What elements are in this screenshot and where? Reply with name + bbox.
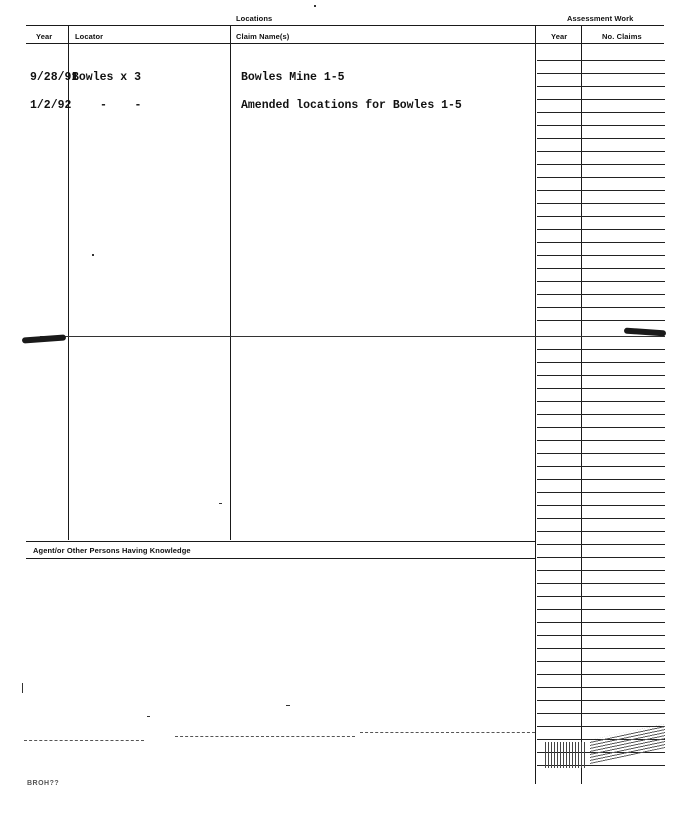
agent-section-top-rule — [26, 541, 536, 542]
entry-1-claim: Bowles Mine 1-5 — [241, 71, 345, 84]
bottom-right-speckle — [545, 742, 585, 768]
col-locator-header: Locator — [75, 32, 104, 41]
assessment-rows — [537, 0, 665, 790]
stray-mark — [147, 716, 150, 717]
divider-claim-aw — [535, 26, 536, 784]
assessment-work-header: Assessment Work — [567, 14, 634, 23]
col-year-header: Year — [36, 32, 53, 41]
divider-locator-claim — [230, 26, 231, 540]
agent-section-label-rule — [26, 558, 536, 559]
stray-mark — [314, 5, 316, 7]
stray-mark — [92, 254, 94, 256]
stray-mark — [219, 503, 222, 504]
locations-header: Locations — [236, 14, 273, 23]
entry-2-claim: Amended locations for Bowles 1-5 — [241, 99, 462, 112]
entry-2-locator: - - — [100, 99, 142, 112]
bottom-scan-noise-3 — [360, 732, 535, 734]
bottom-scan-noise-1 — [24, 740, 144, 742]
col-aw-year-header: Year — [551, 32, 568, 41]
left-smudge-mark — [22, 334, 66, 343]
stray-mark — [22, 683, 23, 693]
stray-mark — [286, 705, 290, 706]
entry-2-year: 1/2/92 — [30, 99, 72, 112]
footer-scan-mark: BROH?? — [27, 780, 60, 787]
entry-1-year: 9/28/91 — [30, 71, 79, 84]
entry-1-locator: Bowles x 3 — [72, 71, 142, 84]
col-aw-no-claims-header: No. Claims — [602, 32, 642, 41]
bottom-scan-noise-2 — [175, 736, 355, 738]
agent-section-label: Agent/or Other Persons Having Knowledge — [33, 546, 191, 555]
col-claim-names-header: Claim Name(s) — [236, 32, 290, 41]
